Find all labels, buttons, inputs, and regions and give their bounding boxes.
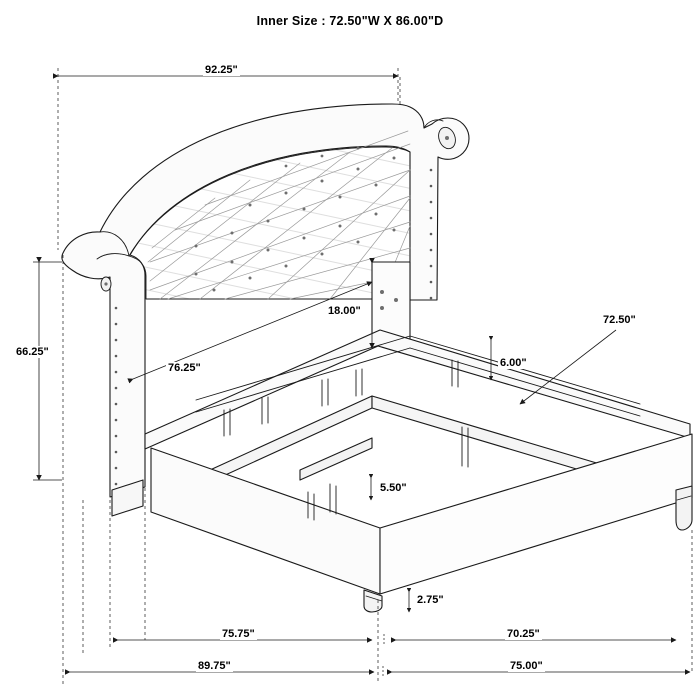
- page-title: Inner Size : 72.50"W X 86.00"D: [256, 14, 444, 28]
- dim-label-right-depth-segment: 70.25": [507, 628, 540, 640]
- dim-label-overall-depth-left: 89.75": [198, 660, 231, 672]
- dim-label-headboard-height: 66.25": [16, 346, 49, 358]
- dim-label-headboard-lower-height: 18.00": [328, 305, 361, 317]
- dim-label-slat-thickness: 5.50": [380, 482, 407, 494]
- dim-label-left-depth-segment: 75.75": [222, 628, 255, 640]
- dim-label-foot-clearance: 2.75": [417, 594, 444, 606]
- dim-label-headboard-panel-width: 76.25": [168, 362, 201, 374]
- dim-label-rail-to-slat-height: 6.00": [500, 357, 527, 369]
- dim-label-overall-width-top: 92.25": [205, 64, 238, 76]
- dim-66-25: [33, 262, 62, 480]
- dim-label-inner-width-callout: 72.50": [603, 314, 636, 326]
- bed-frame: [145, 330, 692, 594]
- dim-label-overall-depth-right: 75.00": [510, 660, 543, 672]
